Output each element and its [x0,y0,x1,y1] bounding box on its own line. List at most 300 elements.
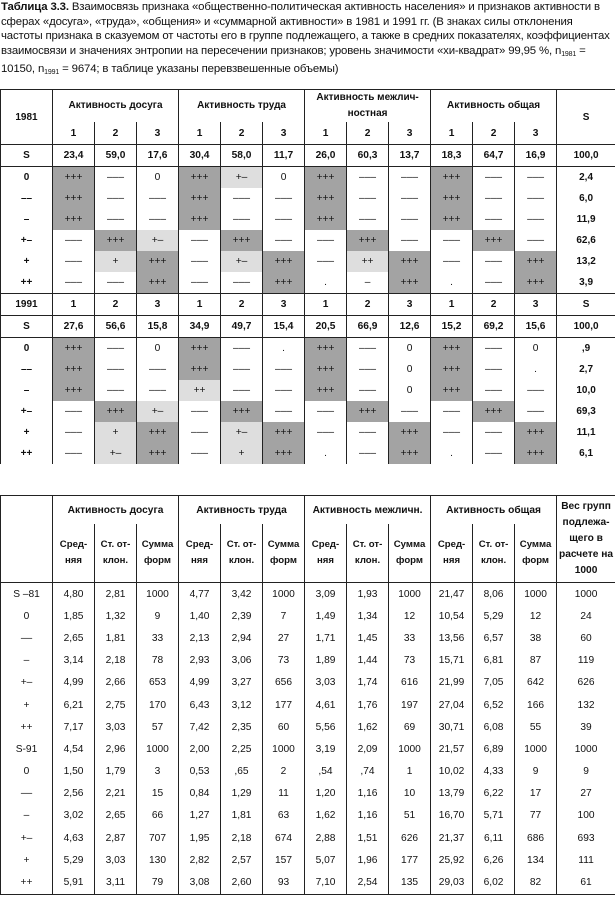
table-cell: +++ [53,209,95,230]
table-cell: 626 [389,827,431,849]
table-cell: +++ [95,230,137,251]
row-label: – [1,805,53,827]
table-cell: +++ [179,167,221,189]
table-cell: 0,53 [179,761,221,783]
table-cell: . [263,338,305,360]
subheader: Ст. от-клон. [221,524,263,583]
table-cell: 2,81 [95,583,137,606]
table-cell: + [95,251,137,272]
table-cell: 2,66 [95,672,137,694]
table-cell: 0 [515,338,557,360]
table-cell: +++ [431,380,473,401]
table-cell: 2,18 [95,650,137,672]
table-row [1,316,615,338]
row-label: + [1,251,53,272]
row-sum: 11,9 [557,209,615,230]
table-cell: 2,87 [95,827,137,849]
means-row [1,805,615,827]
table-cell: ++ [179,380,221,401]
table-cell: 59,0 [95,145,137,167]
table-cell: ––– [179,230,221,251]
table-cell: ––– [347,443,389,464]
table-cell: ––– [473,422,515,443]
subcol-header: 3 [515,122,557,145]
sum-header: S [557,90,615,145]
table-cell: 1000 [389,738,431,760]
table-cell: ––– [431,422,473,443]
table-cell: ––– [137,380,179,401]
subcol-header: 2 [95,294,137,316]
table-cell: ––– [53,272,95,294]
subcol-header: 3 [137,122,179,145]
table-cell: ––– [263,230,305,251]
table-cell: ––– [473,272,515,294]
table-cell: 6,57 [473,627,515,649]
table-cell: 30,71 [431,716,473,738]
table-cell: ––– [221,272,263,294]
table-cell: 5,29 [53,849,95,871]
row-sum: 69,3 [557,401,615,422]
table-cell: 10 [389,783,431,805]
group-header: Активность труда [179,90,305,123]
table-cell: 1000 [515,738,557,760]
table-cell: ,74 [347,761,389,783]
row-sum: 3,9 [557,272,615,294]
table-cell: ––– [95,338,137,360]
row-sum: 2,4 [557,167,615,189]
table-cell: ––– [515,209,557,230]
means-row [1,761,615,783]
table-cell: +++ [305,380,347,401]
table-cell: 60,3 [347,145,389,167]
table-cell: +++ [179,209,221,230]
subheader: Сред-няя [53,524,95,583]
table-cell: 1 [389,761,431,783]
table-cell: 3,03 [95,716,137,738]
table-cell: 6,81 [473,650,515,672]
table-cell: 1,51 [347,827,389,849]
table-cell: +++ [179,338,221,360]
table-cell: 0 [137,338,179,360]
table-cell: ––– [473,338,515,360]
subheader: Ст. от-клон. [473,524,515,583]
table-cell: +++ [431,338,473,360]
table-cell: 16,9 [515,145,557,167]
table-cell: +++ [221,230,263,251]
means-table [0,495,615,895]
table-cell: 7 [263,605,305,627]
table-cell: 197 [389,694,431,716]
subcol-header: 3 [263,122,305,145]
row-label: –– [1,783,53,805]
table-cell: ––– [431,230,473,251]
table-cell: ––– [347,359,389,380]
table-cell: 6,52 [473,694,515,716]
table-cell: 1,44 [347,650,389,672]
table-cell: 1,89 [305,650,347,672]
table-cell: 63 [263,805,305,827]
table-cell: +++ [389,422,431,443]
table-cell: 33 [137,627,179,649]
table-cell: ––– [53,230,95,251]
table-cell: ––– [473,167,515,189]
row-label: –– [1,627,53,649]
subheader: Сумма форм [137,524,179,583]
table-cell: 1000 [515,583,557,606]
table-cell: 27,6 [53,316,95,338]
row-label: S-91 [1,738,53,760]
table-cell: +++ [515,251,557,272]
table-cell: 9 [515,761,557,783]
table-cell: +++ [53,167,95,189]
table-cell: +++ [53,338,95,360]
table-cell: 33 [389,627,431,649]
table-caption [0,0,613,88]
row-label: 0 [1,167,53,189]
table-cell: ––– [389,209,431,230]
table-cell: ––– [95,272,137,294]
table-cell: 57 [137,716,179,738]
table-cell: 1,40 [179,605,221,627]
table-cell: +++ [221,401,263,422]
year-1991-header-row [1,294,615,316]
table-cell: 6,26 [473,849,515,871]
table-cell: 1,81 [95,627,137,649]
table-cell: 3,12 [221,694,263,716]
table-cell: 7,42 [179,716,221,738]
caption-n1991-sub: 1991 [44,69,60,77]
table-cell: . [431,272,473,294]
table-cell: +++ [137,422,179,443]
table-cell: ––– [473,188,515,209]
table-cell: 16,70 [431,805,473,827]
means-row [1,694,615,716]
row-label: +– [1,672,53,694]
table-cell: 4,54 [53,738,95,760]
table-cell: +++ [305,338,347,360]
table-cell: 686 [515,827,557,849]
table-cell: ––– [179,443,221,464]
sum-header: S [557,294,615,316]
weight-cell: 27 [557,783,615,805]
table-cell: 2,75 [95,694,137,716]
means-row [1,783,615,805]
table-cell: ––– [389,230,431,251]
row-label: 0 [1,605,53,627]
table-cell: 707 [137,827,179,849]
weight-cell: 24 [557,605,615,627]
means-row [1,650,615,672]
table-cell: 66,9 [347,316,389,338]
table-cell: ––– [221,359,263,380]
table-cell: +++ [263,422,305,443]
table-cell: 1,62 [305,805,347,827]
subcol-header: 3 [389,294,431,316]
table-cell: +++ [473,230,515,251]
table-cell: 6,89 [473,738,515,760]
table-cell: ––– [347,188,389,209]
subheader: Ст. от-клон. [95,524,137,583]
table-cell: +++ [137,251,179,272]
table-cell: 5,56 [305,716,347,738]
table-cell: 9 [137,605,179,627]
table-cell: 0 [389,359,431,380]
subcol-header: 3 [263,294,305,316]
table-cell: 2,13 [179,627,221,649]
subcol-header: 1 [53,294,95,316]
weight-cell: 132 [557,694,615,716]
table-cell: ––– [53,251,95,272]
table-cell: +++ [389,443,431,464]
table-cell: 15,71 [431,650,473,672]
table-cell: 12,6 [389,316,431,338]
weight-cell: 39 [557,716,615,738]
table-cell: 8,06 [473,583,515,606]
table-cell: 166 [515,694,557,716]
table-cell: 2,65 [53,627,95,649]
table-cell: 11 [263,783,305,805]
group-header: Активность общая [431,496,557,525]
table-cell: ––– [53,401,95,422]
table-cell: 69 [389,716,431,738]
table-cell: 15,4 [263,316,305,338]
table-cell: ––– [347,422,389,443]
means-row [1,716,615,738]
table-cell: +++ [137,272,179,294]
table-cell: 21,99 [431,672,473,694]
table-cell: 1,20 [305,783,347,805]
table-cell: 2,18 [221,827,263,849]
table-cell: +++ [137,443,179,464]
table-cell: ––– [515,401,557,422]
table-cell: 674 [263,827,305,849]
table-cell: +++ [431,209,473,230]
table-cell: 18,3 [431,145,473,167]
table-cell: ––– [179,251,221,272]
table-cell: 56,6 [95,316,137,338]
means-row [1,827,615,849]
table-cell: ––– [53,443,95,464]
subcol-header: 3 [137,294,179,316]
weight-cell: 61 [557,871,615,894]
row-sum: 100,0 [557,145,615,167]
table-cell: 656 [263,672,305,694]
table-cell: 1,29 [221,783,263,805]
table-cell: 20,5 [305,316,347,338]
row-label: – [1,209,53,230]
subheader: Сумма форм [515,524,557,583]
table-cell: 1,79 [95,761,137,783]
table-cell: 2,25 [221,738,263,760]
table-cell: 64,7 [473,145,515,167]
table-cell: +++ [305,167,347,189]
table-cell: ––– [473,359,515,380]
table-cell: 1,16 [347,783,389,805]
table-cell: 1,16 [347,805,389,827]
table-cell: +– [221,251,263,272]
table-cell: 3,03 [305,672,347,694]
weight-cell: 1000 [557,583,615,606]
header-row [1,90,615,123]
subcol-header: 2 [473,294,515,316]
table-cell: +– [95,443,137,464]
weight-header: Вес групп подлежа-щего в расчете на 1000 [557,496,615,583]
table-cell: ––– [347,209,389,230]
table-cell: +– [221,167,263,189]
row-label: S [1,145,53,167]
table-cell: 2,56 [53,783,95,805]
means-row [1,627,615,649]
table-cell: 1,34 [347,605,389,627]
table-cell: 653 [137,672,179,694]
table-cell: 73 [389,650,431,672]
table-cell: 7,05 [473,672,515,694]
subheader: Сред-няя [305,524,347,583]
subcol-header: 2 [347,294,389,316]
table-cell: 1,71 [305,627,347,649]
subcol-header: 2 [221,122,263,145]
table-cell: 1,45 [347,627,389,649]
table-cell: 4,99 [179,672,221,694]
table-cell: ––– [179,272,221,294]
table-cell: +++ [431,167,473,189]
subcol-header: 1 [431,294,473,316]
table-cell: +++ [263,251,305,272]
table-cell: +++ [431,188,473,209]
table-cell: 6,08 [473,716,515,738]
table-cell: +++ [473,401,515,422]
table-cell: 13,79 [431,783,473,805]
subcol-header: 1 [179,122,221,145]
table-cell: +++ [431,359,473,380]
table-cell: 1,32 [95,605,137,627]
table-cell: 3,08 [179,871,221,894]
table-cell: 0 [389,338,431,360]
blank-corner [1,496,53,583]
table-cell: 79 [137,871,179,894]
table-cell: ––– [263,380,305,401]
caption-n1981-sub: 1981 [561,50,577,58]
table-cell: +++ [263,272,305,294]
weight-cell: 693 [557,827,615,849]
subcol-header: 2 [221,294,263,316]
table-cell: 3,11 [95,871,137,894]
group-header: Активность досуга [53,496,179,525]
table-cell: ––– [263,401,305,422]
table-cell: +++ [347,230,389,251]
table-cell: 6,22 [473,783,515,805]
row-sum: 6,0 [557,188,615,209]
table-cell: 6,02 [473,871,515,894]
table-cell: ––– [53,422,95,443]
subheader: Сумма форм [389,524,431,583]
table-cell: 642 [515,672,557,694]
table-cell: ––– [137,359,179,380]
weight-cell: 1000 [557,738,615,760]
row-sum: 13,2 [557,251,615,272]
table-cell: ––– [515,230,557,251]
table-cell: 2,93 [179,650,221,672]
table-cell: ––– [263,359,305,380]
table-cell: 29,03 [431,871,473,894]
table-cell: ––– [347,380,389,401]
table-cell: +++ [305,188,347,209]
table-cell: 21,47 [431,583,473,606]
row-label: 0 [1,338,53,360]
table-cell: + [95,422,137,443]
weight-cell: 111 [557,849,615,871]
table-cell: 1000 [389,583,431,606]
table-cell: 13,56 [431,627,473,649]
weight-cell: 60 [557,627,615,649]
subcol-header: 3 [515,294,557,316]
table-cell: 58,0 [221,145,263,167]
table-cell: ––– [221,209,263,230]
table-row [1,145,615,167]
table-row [1,188,615,209]
table-cell: ––– [473,443,515,464]
table-cell: 26,0 [305,145,347,167]
table-cell: 135 [389,871,431,894]
table-cell: ––– [473,251,515,272]
table-cell: ––– [515,167,557,189]
subcol-header: 2 [473,122,515,145]
table-cell: 69,2 [473,316,515,338]
table-cell: 15 [137,783,179,805]
table-row [1,422,615,443]
table-cell: 15,8 [137,316,179,338]
table-cell: 1000 [263,738,305,760]
caption-label: Таблица 3.3. [1,1,69,13]
table-cell: 2,82 [179,849,221,871]
table-row [1,380,615,401]
table-row [1,338,615,360]
table-cell: 1000 [263,583,305,606]
table-cell: 17 [515,783,557,805]
table-cell: 6,43 [179,694,221,716]
table-cell: 1,81 [221,805,263,827]
table-cell: 10,02 [431,761,473,783]
row-sum: 2,7 [557,359,615,380]
subheader: Сред-няя [179,524,221,583]
table-cell: ++ [347,251,389,272]
table-cell: ––– [305,230,347,251]
subcol-header: 1 [53,122,95,145]
table-row [1,230,615,251]
subcol-header: 3 [389,122,431,145]
table-cell: ––– [95,359,137,380]
significance-table [0,89,615,464]
table-cell: 2,60 [221,871,263,894]
table-cell: 0 [389,380,431,401]
table-cell: +++ [515,443,557,464]
table-cell: – [347,272,389,294]
table-cell: 13,7 [389,145,431,167]
table-cell: 1,76 [347,694,389,716]
table-cell: 2,35 [221,716,263,738]
table-cell: 1,85 [53,605,95,627]
table-cell: ––– [221,188,263,209]
table-cell: +++ [95,401,137,422]
table-cell: ––– [179,422,221,443]
table-cell: 55 [515,716,557,738]
table-cell: 1,50 [53,761,95,783]
table-cell: 7,17 [53,716,95,738]
table-cell: 2,39 [221,605,263,627]
table-cell: . [305,443,347,464]
subheader: Сред-няя [431,524,473,583]
table-cell: + [221,443,263,464]
